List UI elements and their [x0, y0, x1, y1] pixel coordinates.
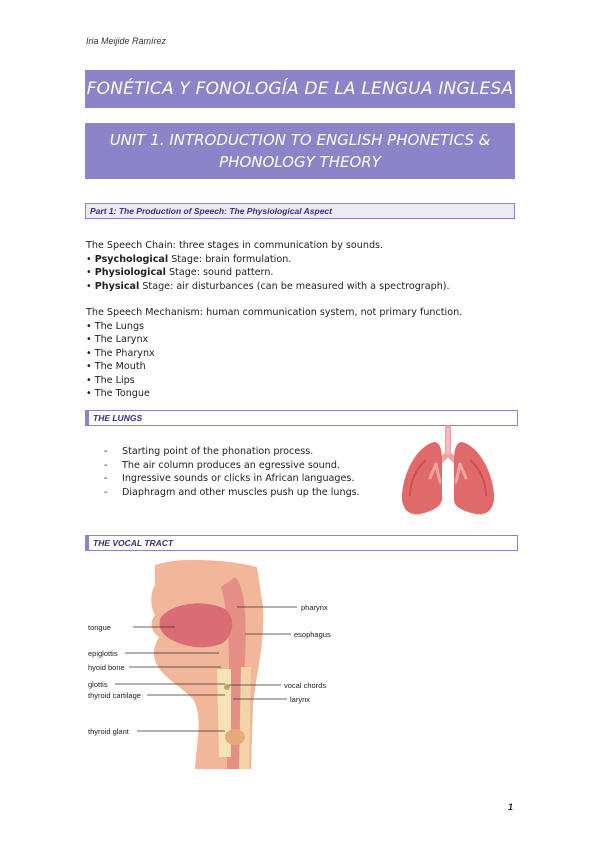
part-heading: Part 1: The Production of Speech: The Physiological Aspect	[85, 203, 515, 219]
speech-mechanism-list	[86, 320, 462, 401]
list-item: - Starting point of the phonation process.	[104, 445, 360, 459]
label-esophagus: esophagus	[294, 630, 331, 639]
esophagus-shape	[239, 667, 251, 769]
trachea-shape	[217, 669, 231, 757]
vocal-tract-diagram	[85, 557, 365, 769]
stage-term: Physiological	[94, 267, 166, 278]
lungs-section-heading: THE LUNGS	[85, 410, 518, 426]
unit-title-line-2: PHONOLOGY THEORY	[219, 153, 381, 171]
unit-title-line-1: UNIT 1. INTRODUCTION TO ENGLISH PHONETICS &	[109, 131, 491, 149]
thyroid-shape	[225, 729, 245, 745]
label-larynx: larynx	[290, 695, 311, 704]
stage-desc: Stage: air disturbances (can be measured with a spectrograph).	[139, 280, 450, 292]
label-tongue: tongue	[88, 623, 111, 632]
list-item: - The air column produces an egressive sound.	[104, 459, 360, 473]
stage-term: Physical	[94, 280, 140, 292]
speech-chain-block	[86, 239, 450, 293]
speech-chain-intro: The Speech Chain: three stages in communication by sounds.	[86, 240, 384, 251]
vocal-tract-section-heading: THE VOCAL TRACT	[85, 535, 518, 551]
list-item: • The Lips	[86, 374, 462, 388]
author-name: Iria Meijide Ramírez	[86, 36, 167, 46]
stage-term: Psychological	[94, 253, 169, 265]
label-thyroid-glant: thyroid glant	[88, 727, 129, 736]
list-item: • The Tongue	[86, 387, 462, 401]
course-title-banner: FONÉTICA Y FONOLOGÍA DE LA LENGUA INGLESA	[85, 70, 515, 108]
lungs-points-list	[104, 445, 360, 499]
unit-title-banner	[85, 123, 515, 179]
list-item	[86, 266, 450, 280]
list-item	[86, 253, 450, 267]
list-item	[86, 280, 450, 294]
lungs-illustration	[396, 424, 500, 520]
label-epiglottis: epiglottis	[88, 649, 118, 658]
label-pharynx: pharynx	[301, 603, 328, 612]
label-glottis: glottis	[88, 680, 108, 689]
list-item: - Ingressive sounds or clicks in African languages.	[104, 472, 360, 486]
page-number: 1	[508, 802, 514, 812]
stage-desc: Stage: sound pattern.	[165, 267, 274, 278]
list-item: • The Mouth	[86, 360, 462, 374]
label-thyroid-cartilage: thyroid cartilage	[88, 691, 141, 700]
list-item: • The Lungs	[86, 320, 462, 334]
label-hyoid-bone: hyoid bone	[88, 663, 125, 672]
speech-mechanism-block	[86, 306, 462, 401]
list-item: - Diaphragm and other muscles push up the lungs.	[104, 486, 360, 500]
speech-chain-list	[86, 253, 450, 294]
label-vocal-chords: vocal chords	[284, 681, 327, 690]
list-item: • The Pharynx	[86, 347, 462, 361]
list-item: • The Larynx	[86, 333, 462, 347]
stage-desc: Stage: brain formulation.	[168, 253, 292, 265]
speech-mechanism-intro: The Speech Mechanism: human communication system, not primary function.	[86, 307, 463, 318]
